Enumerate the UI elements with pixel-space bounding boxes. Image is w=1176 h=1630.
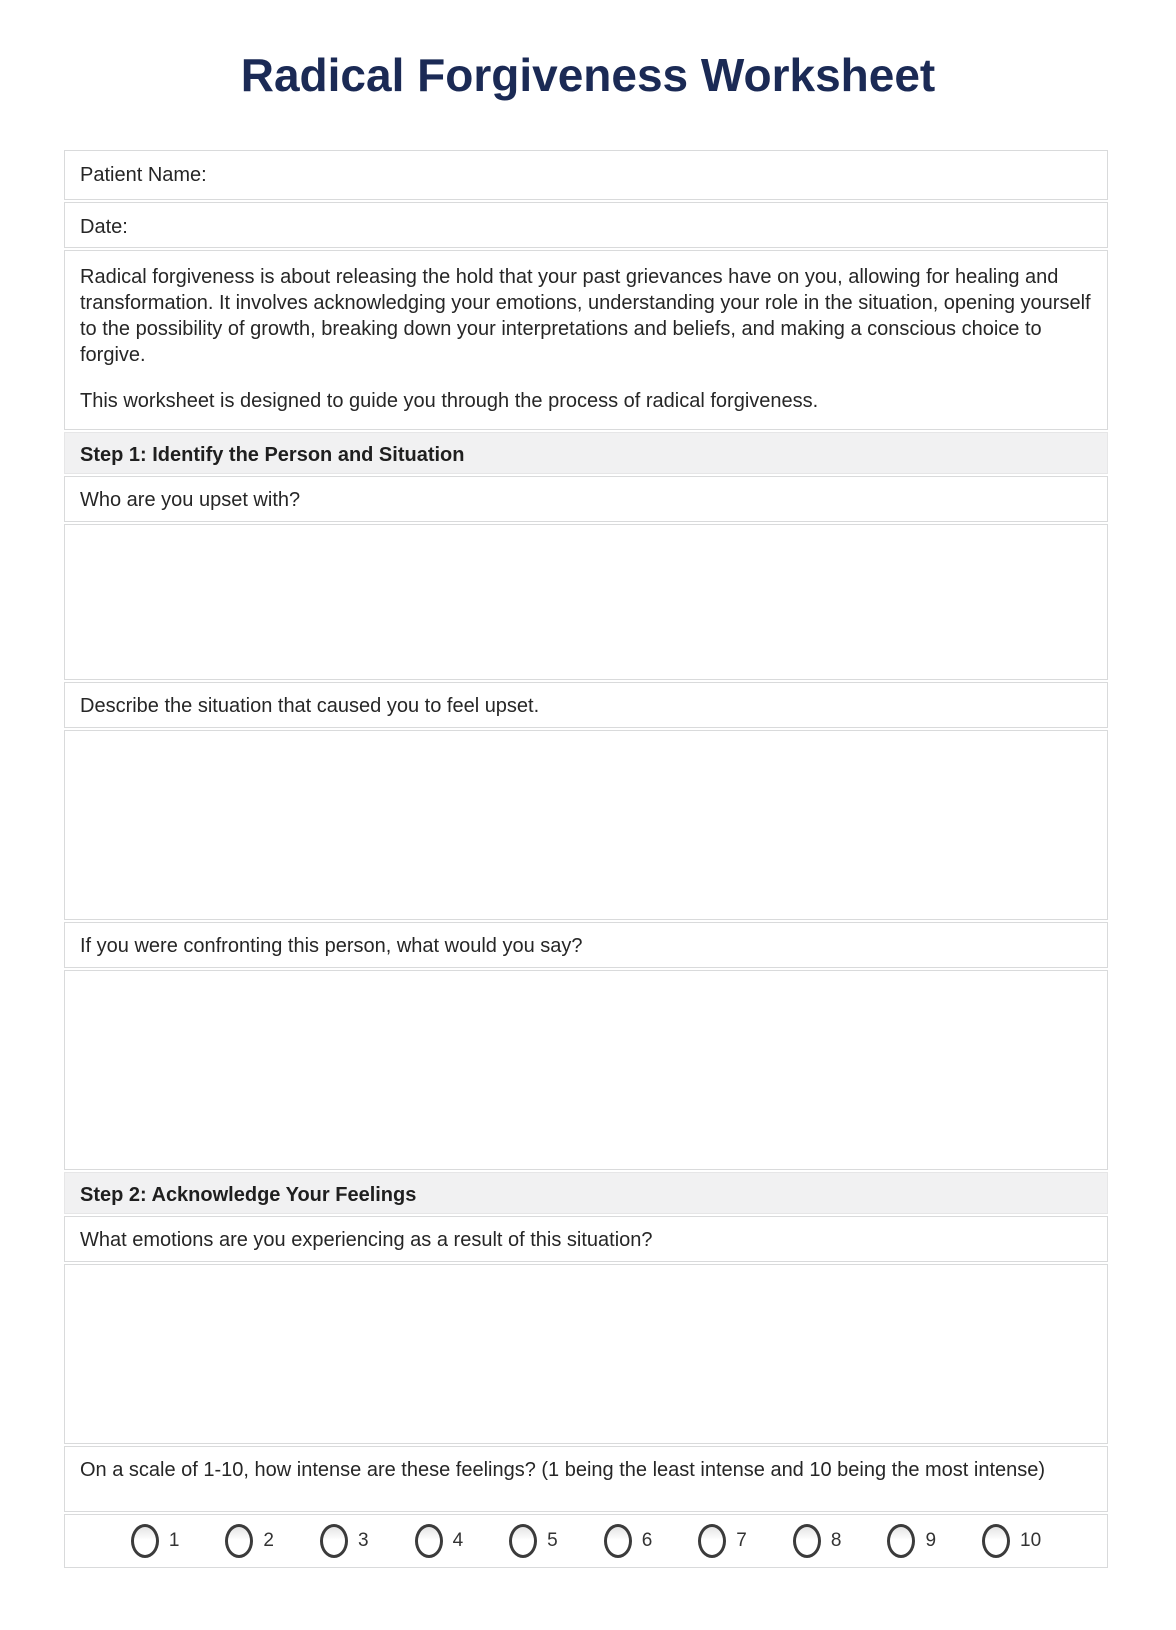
- radio-item-5: [509, 1524, 558, 1558]
- radio-item-3: [320, 1524, 369, 1558]
- question-who-upset: [64, 476, 1108, 522]
- radio-button-2[interactable]: [225, 1524, 253, 1558]
- radio-label-7: 7: [736, 1530, 747, 1551]
- question-confronting-label: If you were confronting this person, what would you say?: [80, 935, 583, 957]
- radio-item-6: [604, 1524, 653, 1558]
- patient-name-field[interactable]: [64, 150, 1108, 200]
- intro-paragraph-1: Radical forgiveness is about releasing the hold that your past grievances have on you, allowing for healing and transformation. It involves acknowledging your emotions, understanding your role in the situation, opening yourself to the possibility of growth, breaking down your interpretations and beliefs, and making a conscious choice to forgive.: [80, 266, 1091, 366]
- radio-item-10: [982, 1524, 1041, 1558]
- question-emotions: [64, 1216, 1108, 1262]
- date-label: Date:: [80, 216, 128, 238]
- radio-item-2: [225, 1524, 274, 1558]
- radio-label-6: 6: [641, 1530, 653, 1551]
- section-header-step2-label: Step 2: Acknowledge Your Feelings: [80, 1184, 417, 1206]
- radio-button-8[interactable]: [793, 1524, 821, 1558]
- radio-label-10: 10: [1020, 1530, 1042, 1551]
- answer-box-who-upset[interactable]: [64, 524, 1108, 680]
- radio-label-9: 9: [925, 1530, 937, 1551]
- question-describe-situation: [64, 682, 1108, 728]
- question-confronting: [64, 922, 1108, 968]
- question-who-upset-label: Who are you upset with?: [80, 489, 301, 511]
- radio-button-3[interactable]: [320, 1524, 348, 1558]
- radio-label-8: 8: [830, 1530, 842, 1551]
- patient-name-label: Patient Name:: [80, 164, 207, 186]
- radio-label-5: 5: [547, 1530, 558, 1551]
- page-title: Radical Forgiveness Worksheet: [240, 49, 936, 101]
- answer-box-emotions[interactable]: [64, 1264, 1108, 1444]
- question-intensity-scale-label: On a scale of 1-10, how intense are these feelings? (1 being the least intense and 10 being the most intense): [80, 1459, 1046, 1481]
- intensity-radio-group: [64, 1514, 1108, 1568]
- answer-box-confronting[interactable]: [64, 970, 1108, 1170]
- radio-item-7: [698, 1524, 747, 1558]
- intro-text-block: [64, 250, 1108, 430]
- answer-box-describe-situation[interactable]: [64, 730, 1108, 920]
- radio-button-6[interactable]: [604, 1524, 632, 1558]
- question-emotions-label: What emotions are you experiencing as a result of this situation?: [80, 1229, 653, 1251]
- radio-button-9[interactable]: [887, 1524, 915, 1558]
- radio-item-1: [131, 1524, 180, 1558]
- section-header-step1-label: Step 1: Identify the Person and Situation: [80, 444, 465, 466]
- section-header-step1: [64, 432, 1108, 474]
- radio-item-9: [887, 1524, 936, 1558]
- radio-item-8: [793, 1524, 842, 1558]
- question-describe-situation-label: Describe the situation that caused you to feel upset.: [80, 695, 540, 717]
- worksheet-form: [64, 150, 1108, 1568]
- radio-button-10[interactable]: [982, 1524, 1010, 1558]
- section-header-step2: [64, 1172, 1108, 1214]
- radio-label-1: 1: [168, 1530, 180, 1551]
- radio-label-4: 4: [452, 1530, 464, 1551]
- date-field[interactable]: [64, 202, 1108, 248]
- intro-paragraph-2: This worksheet is designed to guide you through the process of radical forgiveness.: [80, 390, 819, 412]
- radio-label-3: 3: [357, 1530, 369, 1551]
- radio-button-4[interactable]: [415, 1524, 443, 1558]
- radio-button-1[interactable]: [131, 1524, 159, 1558]
- radio-button-7[interactable]: [698, 1524, 726, 1558]
- radio-button-5[interactable]: [509, 1524, 537, 1558]
- radio-item-4: [415, 1524, 464, 1558]
- radio-label-2: 2: [263, 1530, 274, 1551]
- question-intensity-scale: [64, 1446, 1108, 1512]
